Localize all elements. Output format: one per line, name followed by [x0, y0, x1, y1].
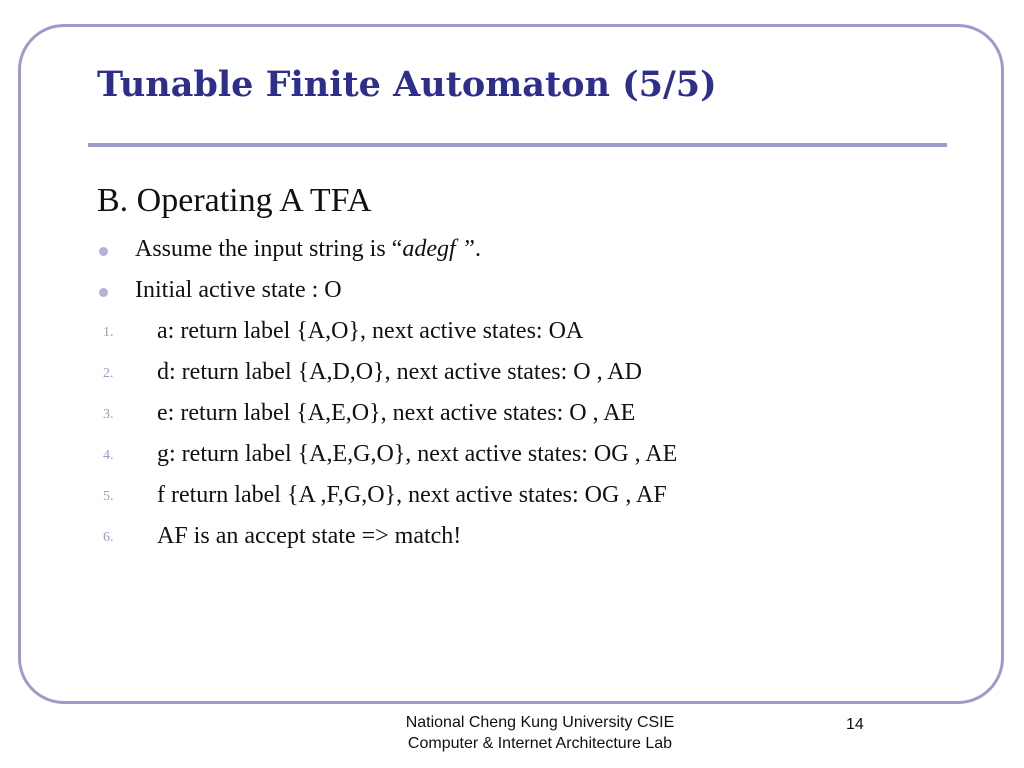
item-text: g: return label {A,E,G,O}, next active states: OG , AE	[157, 441, 678, 467]
bullet-icon	[99, 247, 108, 256]
footer-institution	[340, 712, 740, 754]
bullet-text-suffix: .	[475, 236, 481, 262]
item-number: 3.	[103, 407, 114, 422]
item-text: f return label {A ,F,G,O}, next active states: OG , AF	[157, 482, 667, 508]
bullet-item	[0, 236, 1024, 266]
item-text: a: return label {A,O}, next active states: OA	[157, 318, 584, 344]
input-string: adegf ”	[402, 236, 475, 262]
bullet-text: Initial active state : O	[135, 277, 342, 303]
item-number: 6.	[103, 530, 114, 545]
numbered-item	[0, 318, 1024, 348]
numbered-item	[0, 441, 1024, 471]
bullet-item	[0, 277, 1024, 307]
bullet-icon	[99, 288, 108, 297]
item-number: 1.	[103, 325, 114, 340]
section-heading: B. Operating A TFA	[97, 182, 372, 219]
numbered-item	[0, 523, 1024, 553]
numbered-item	[0, 482, 1024, 512]
item-text: d: return label {A,D,O}, next active states: O , AD	[157, 359, 642, 385]
page-number: 14	[846, 716, 864, 733]
slide-title: Tunable Finite Automaton (5/5)	[97, 64, 717, 105]
bullet-text	[135, 236, 481, 263]
numbered-item	[0, 359, 1024, 389]
numbered-item	[0, 400, 1024, 430]
item-text: AF is an accept state => match!	[157, 523, 462, 549]
item-number: 4.	[103, 448, 114, 463]
footer-line-1: National Cheng Kung University CSIE	[405, 714, 675, 731]
item-number: 2.	[103, 366, 114, 381]
item-text: e: return label {A,E,O}, next active states: O , AE	[157, 400, 636, 426]
item-number: 5.	[103, 489, 114, 504]
bullet-text-prefix: Assume the input string is “	[135, 236, 403, 262]
footer-line-2: Computer & Internet Architecture Lab	[407, 735, 673, 752]
title-underline	[88, 143, 947, 147]
